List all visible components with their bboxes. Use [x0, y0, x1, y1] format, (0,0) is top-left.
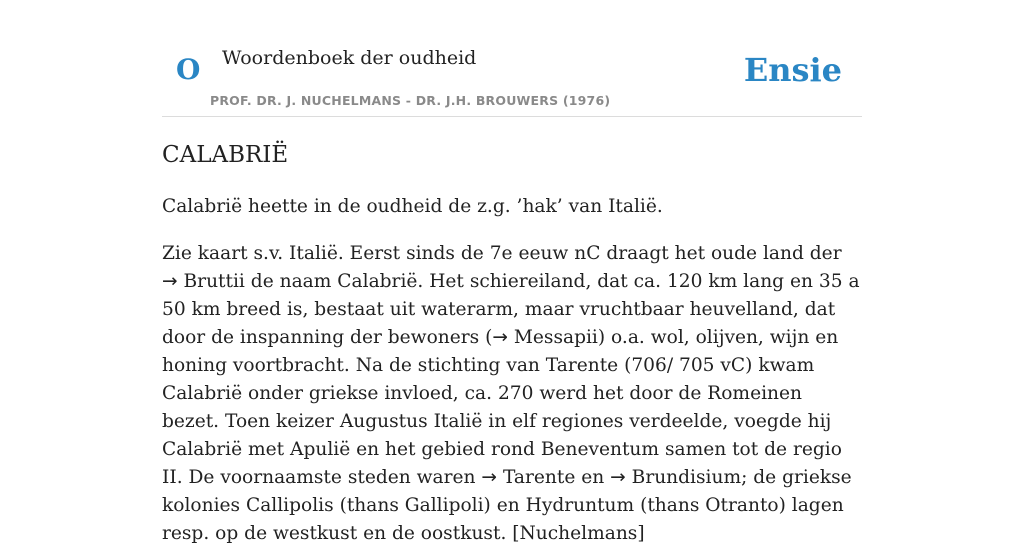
link-bruttii[interactable]: Bruttii [183, 271, 245, 292]
text-segment: de naam Calabrië. Het schiereiland, dat ca. 120 km lang en 35 a 50 km breed is, bestaat uit waterarm, maar vruchtbaar heuvelland, dat door de inspanning der bewoners ( [162, 271, 860, 348]
text-segment: Zie kaart s.v. Italië. Eerst sinds de 7e eeuw nC draagt het oude land der [162, 243, 842, 264]
entry-paragraph-2 [162, 240, 862, 548]
arrow-right-icon: → [610, 467, 626, 488]
index-letter[interactable]: O [176, 53, 201, 86]
text-segment: ) o.a. wol, olijven, wijn en honing voortbracht. Na de stichting van Tarente (706/ 705 vC) kwam Calabrië onder griekse invloed, ca. 270 werd het door de Romeinen bezet. Toen keizer Augustus Italië in elf regiones verdeelde, voegde hij Calabrië met Apulië en het gebied rond Beneventum samen tot de regio II. De voornaamste steden waren [162, 327, 842, 488]
text-segment: ; de griekse kolonies Callipolis (thans Gallipoli) en Hydruntum (thans Otranto) lagen resp. op de westkust en de oostkust. [Nuchelmans] [162, 467, 852, 544]
dictionary-header [162, 0, 862, 117]
arrow-right-icon: → [162, 271, 178, 292]
entry-paragraph-1: Calabrië heette in de oudheid de z.g. ’hak’ van Italië. [162, 196, 663, 217]
link-tarente[interactable]: Tarente [502, 467, 576, 488]
entry-title: CALABRIË [162, 142, 289, 168]
link-messapii[interactable]: Messapii [513, 327, 598, 348]
arrow-right-icon: → [481, 467, 498, 488]
book-title[interactable]: Woordenboek der oudheid [222, 47, 477, 69]
page-content [162, 0, 862, 544]
book-authors: PROF. DR. J. NUCHELMANS - DR. J.H. BROUWERS (1976) [210, 93, 611, 108]
arrow-right-icon: → [492, 327, 508, 348]
text-segment: en [575, 467, 611, 488]
link-brundisium[interactable]: Brundisium [631, 467, 742, 488]
ensie-logo-link[interactable]: Ensie [743, 51, 842, 89]
